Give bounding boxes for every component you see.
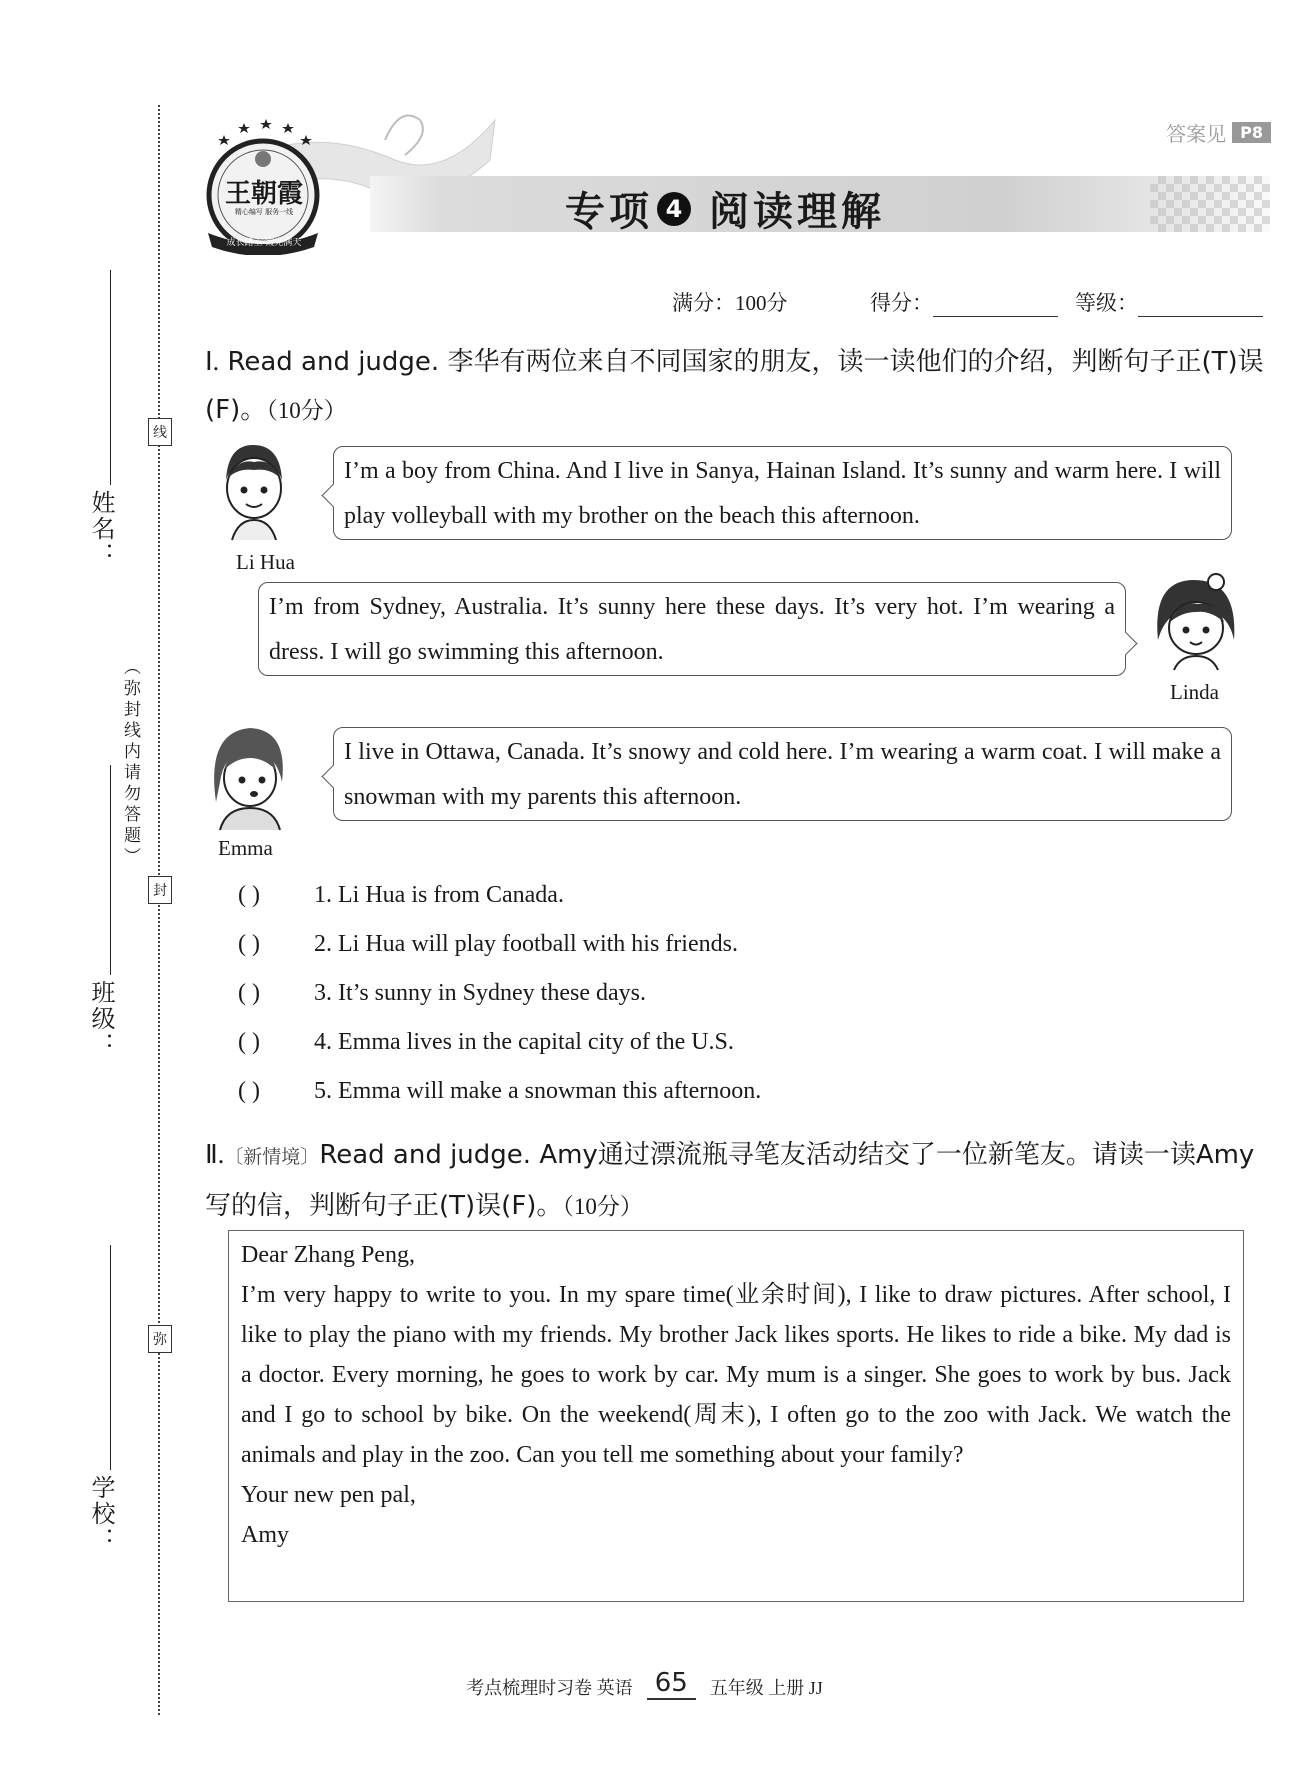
class-label: 班级： [87,980,115,1058]
grade-input[interactable] [1138,294,1263,317]
section-2-number: Ⅱ. [205,1140,225,1169]
full-score [672,287,788,317]
footer-book-title: 考点梳理时习卷 英语 [466,1678,633,1698]
linda-avatar-icon [1152,570,1242,680]
linda-caption: Linda [1170,680,1219,704]
pen-pal-letter [228,1230,1244,1602]
section-2-heading [205,1131,1270,1231]
li-hua-avatar-icon [218,440,288,550]
title-prefix: 专项 [565,189,653,235]
name-field[interactable] [110,270,111,485]
full-score-text: 满分：100分 [672,291,788,315]
page-number: 65 [647,1668,696,1700]
footer-grade-info: 五年级 上册 JJ [709,1678,823,1698]
letter-greeting: Dear Zhang Peng, [241,1242,415,1268]
section-2-instruction: Read and judge. Amy通过漂流瓶寻笔友活动结交了一位新笔友。请读一读Amy写的信，判断句子正(T)误(F)。 [205,1140,1255,1221]
answer-reference [1166,118,1271,147]
section-1-heading [205,338,1270,435]
score-field [870,287,1058,317]
section-1-number: Ⅰ. [205,347,220,376]
linda-text: I’m from Sydney, Australia. It’s sunny here these days. It’s very hot. I’m wearing a dress. I will go swimming this afternoon. [269,594,1115,665]
seal-mark-close: 弥 [148,1325,172,1353]
seal-mark-line: 线 [148,418,172,446]
binding-dotted-line [158,105,160,1715]
grade-label: 等级： [1075,291,1138,315]
emma-caption: Emma [218,836,273,860]
answer-page-tag: P8 [1232,122,1271,143]
letter-signature: Amy [241,1522,289,1548]
question-3-text: 3. It’s sunny in Sydney these days. [314,980,646,1006]
question-5-text: 5. Emma will make a snowman this afternoon. [314,1078,762,1104]
section-2-points: （10分） [562,1194,643,1219]
page-footer [0,1668,1289,1700]
emma-text: I live in Ottawa, Canada. It’s snowy and cold here. I’m wearing a warm coat. I will make a snowman with my parents this afternoon. [344,739,1221,810]
emma-speech-bubble [333,727,1232,821]
answer-blank-3[interactable]: ( ) [238,980,260,1006]
question-4 [238,1029,734,1056]
checker-decoration [1150,176,1270,232]
logo-text: 王朝霞 [224,179,303,208]
score-input[interactable] [933,294,1058,317]
letter-body: I’m very happy to write to you. In my spare time(业余时间), I like to draw pictures. After school, I like to play the piano with my friends. My brother Jack likes sports. He likes to ride a bike. My dad is a doctor. Every morning, he goes to work by car. My mum is a singer. She goes to work by bus. Jack and I go to school by bike. On the weekend(周末), I often go to the zoo with Jack. We watch the animals and play in the zoo. Can you tell me something about your family? [241,1282,1231,1468]
class-field[interactable] [110,765,111,975]
li-hua-text: I’m a boy from China. And I live in Sanya, Hainan Island. It’s sunny and warm here. I will play volleyball with my brother on the beach this afternoon. [344,458,1221,529]
title-main: 阅读理解 [709,189,885,235]
seal-warning: （弥封线内请勿答题） [120,658,140,868]
grade-field [1075,287,1263,317]
section-1-instruction: Read and judge. 李华有两位来自不同国家的朋友，读一读他们的介绍，判断句子正(T)误(F)。 [205,347,1264,425]
answer-blank-4[interactable]: ( ) [238,1029,260,1055]
question-1-text: 1. Li Hua is from Canada. [314,882,564,908]
name-label: 姓名： [87,490,115,568]
li-hua-caption: Li Hua [236,550,295,574]
question-4-text: 4. Emma lives in the capital city of the U.S. [314,1029,734,1055]
answer-ref-label: 答案见 [1166,122,1227,146]
question-1 [238,882,564,909]
section-1-points: （10分） [266,398,347,423]
page-title [565,180,885,237]
title-number-badge: 4 [657,192,691,226]
brand-logo [200,115,325,255]
answer-blank-2[interactable]: ( ) [238,931,260,957]
logo-slogan: 精心编写 服务一线 [234,208,294,216]
emma-avatar-icon [206,722,296,834]
score-label: 得分： [870,291,933,315]
answer-blank-5[interactable]: ( ) [238,1078,260,1104]
question-3 [238,980,646,1007]
school-label: 学校： [87,1475,115,1553]
new-context-tag: 〔新情境〕 [224,1147,320,1168]
question-2 [238,931,738,958]
question-5 [238,1078,761,1105]
school-field[interactable] [110,1245,111,1470]
answer-blank-1[interactable]: ( ) [238,882,260,908]
linda-speech-bubble [258,582,1126,676]
logo-ribbon-text: 成长路上 霞光满天 [226,238,302,248]
seal-mark-seal: 封 [148,876,172,904]
letter-closing: Your new pen pal, [241,1482,416,1508]
li-hua-speech-bubble [333,446,1232,540]
question-2-text: 2. Li Hua will play football with his friends. [314,931,738,957]
